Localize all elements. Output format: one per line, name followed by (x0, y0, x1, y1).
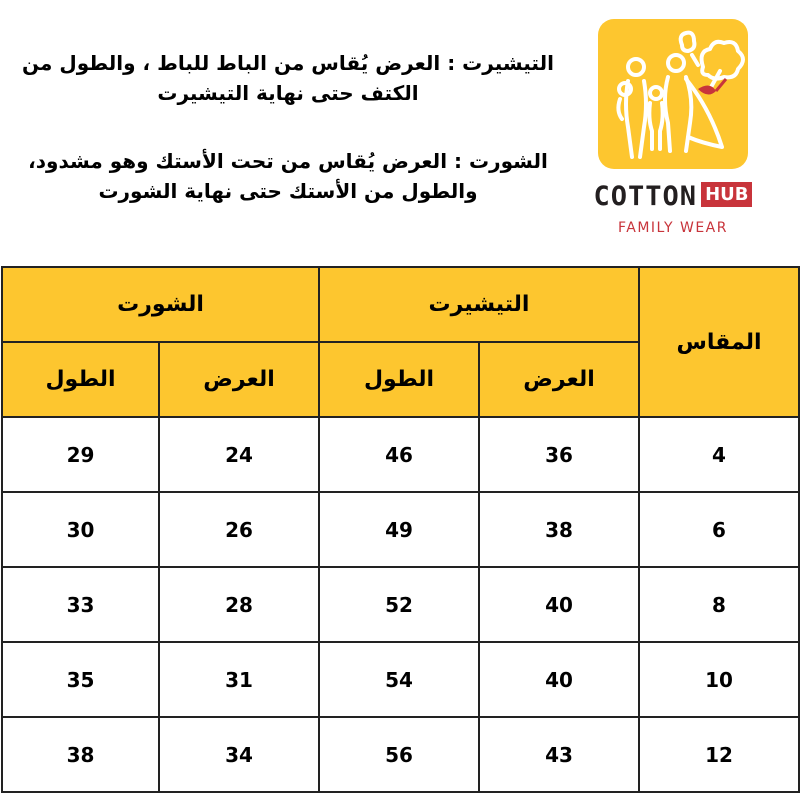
size-cell: 8 (639, 567, 799, 642)
shorts-length-cell: 30 (2, 492, 159, 567)
shorts-width-cell: 24 (159, 417, 319, 492)
shorts-header: الشورت (2, 267, 319, 342)
shorts-length-cell: 29 (2, 417, 159, 492)
shorts-width-cell: 28 (159, 567, 319, 642)
size-notes (0, 0, 580, 250)
tshirt-length-cell: 46 (319, 417, 479, 492)
tshirt-length-header: الطول (319, 342, 479, 417)
shorts-width-cell: 31 (159, 642, 319, 717)
tshirt-width-cell: 40 (479, 567, 639, 642)
shorts-length-cell: 33 (2, 567, 159, 642)
brand-tagline: FAMILY WEAR (618, 220, 728, 236)
shorts-width-cell: 34 (159, 717, 319, 792)
table-row (2, 642, 799, 717)
brand-logo (588, 14, 758, 244)
table-row (2, 417, 799, 492)
size-cell: 12 (639, 717, 799, 792)
size-cell: 6 (639, 492, 799, 567)
note-line: الكتف حتى نهاية التيشيرت (157, 81, 419, 105)
brand-accent: HUB (701, 182, 752, 207)
table-row (2, 492, 799, 567)
shorts-width-cell: 26 (159, 492, 319, 567)
table-header-row (2, 267, 799, 342)
tshirt-width-cell: 36 (479, 417, 639, 492)
family-cotton-icon (598, 19, 748, 169)
shorts-length-header: الطول (2, 342, 159, 417)
shorts-length-cell: 38 (2, 717, 159, 792)
table-row (2, 567, 799, 642)
tshirt-length-cell: 56 (319, 717, 479, 792)
tshirt-width-cell: 43 (479, 717, 639, 792)
logo-badge (598, 19, 748, 169)
shorts-width-header: العرض (159, 342, 319, 417)
shorts-measure-note (8, 146, 568, 206)
note-line: التيشيرت : العرض يُقاس من الباط للباط ، والطول من (22, 51, 554, 75)
size-header: المقاس (639, 267, 799, 417)
tshirt-width-cell: 40 (479, 642, 639, 717)
note-line: الشورت : العرض يُقاس من تحت الأستك وهو مشدود، (28, 149, 548, 173)
tshirt-width-cell: 38 (479, 492, 639, 567)
note-line: والطول من الأستك حتى نهاية الشورت (98, 179, 478, 203)
size-chart-table (1, 266, 800, 793)
tshirt-length-cell: 52 (319, 567, 479, 642)
brand-name (588, 181, 758, 212)
tshirt-length-cell: 49 (319, 492, 479, 567)
shorts-length-cell: 35 (2, 642, 159, 717)
size-cell: 4 (639, 417, 799, 492)
tshirt-length-cell: 54 (319, 642, 479, 717)
table-row (2, 717, 799, 792)
brand-main: COTTON (593, 181, 698, 212)
tshirt-measure-note (8, 48, 568, 108)
tshirt-width-header: العرض (479, 342, 639, 417)
size-cell: 10 (639, 642, 799, 717)
tshirt-header: التيشيرت (319, 267, 639, 342)
